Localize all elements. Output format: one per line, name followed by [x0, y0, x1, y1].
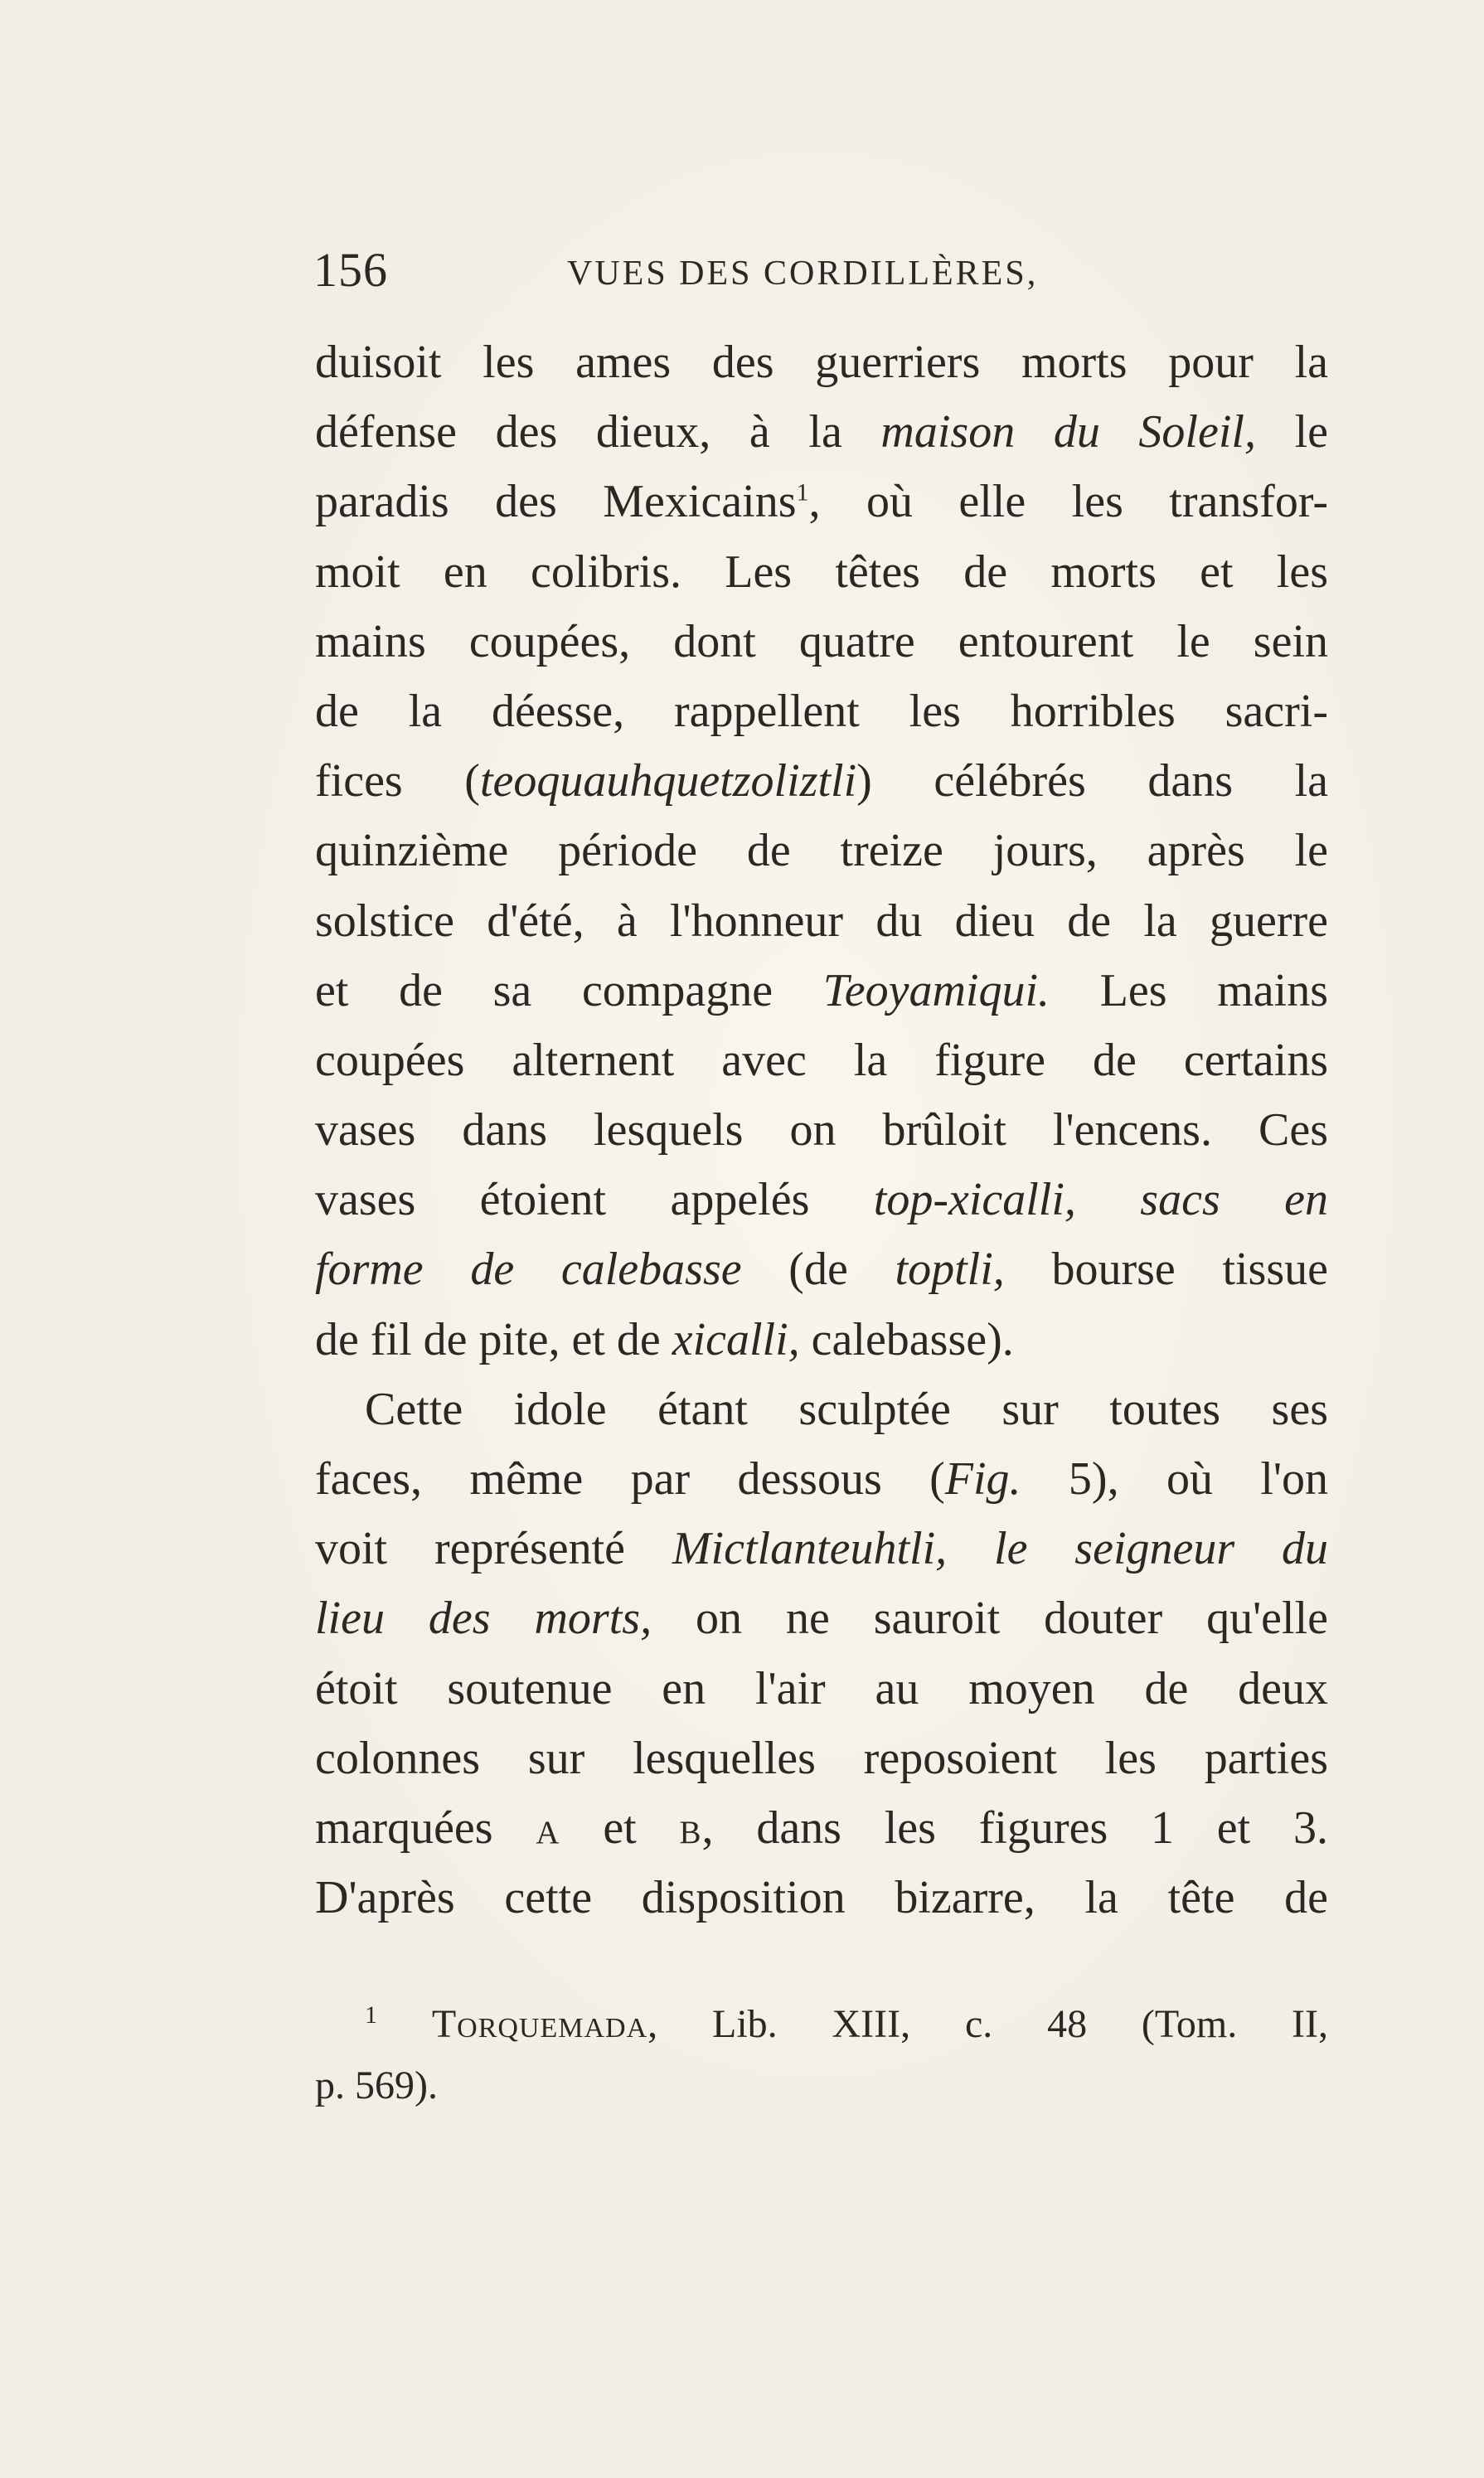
text-line: fices (teoquauhquetzoliztli) célébrés dans la — [315, 755, 1328, 807]
text-line: étoit soutenue en l'air au moyen de deux — [315, 1662, 1328, 1714]
text-line: colonnes sur lesquelles reposoient les parties — [315, 1732, 1328, 1784]
page-header — [313, 242, 1333, 308]
footnote-reference: 1 — [796, 478, 809, 507]
body-text — [315, 327, 1328, 1932]
footnote-line: $^1$ Torquemada, Lib. XIII, c. 48 (Tom. II, — [365, 2001, 1329, 2046]
footnote-marker: 1 — [365, 2001, 377, 2029]
text-line: de fil de pite, et de xicalli, calebasse). — [315, 1313, 1014, 1365]
text-line: vases étoient appelés top-xicalli, sacs en — [315, 1174, 1328, 1226]
text-line: lieu des morts, on ne sauroit douter qu'elle — [315, 1593, 1328, 1645]
text-line: et de sa compagne Teoyamiqui. Les mains — [315, 964, 1329, 1016]
page-number: 156 — [313, 243, 388, 297]
text-line: forme de calebasse (de toptli, bourse tissue — [315, 1244, 1328, 1296]
text-line: mains coupées, dont quatre entourent le sein — [315, 615, 1328, 667]
text-line: de la déesse, rappellent les horribles sacri- — [315, 685, 1328, 737]
text-line: moit en colibris. Les têtes de morts et les — [315, 546, 1328, 598]
text-line: défense des dieux, à la maison du Soleil, le — [315, 406, 1328, 458]
text-line: paradis des Mexicains$^1$, où elle les transfor- — [315, 476, 1328, 528]
text-line: quinzième période de treize jours, après le — [315, 825, 1328, 877]
text-line: faces, même par dessous (Fig. 5), où l'on — [315, 1453, 1329, 1505]
text-line: Cette idole étant sculptée sur toutes ses — [365, 1383, 1328, 1435]
text-line: D'après cette disposition bizarre, la tête de — [315, 1872, 1328, 1924]
text-line: solstice d'été, à l'honneur du dieu de la guerre — [315, 895, 1328, 947]
text-line: voit représenté Mictlanteuhtli, le seigneur du — [315, 1523, 1329, 1575]
running-title: VUES DES CORDILLÈRES, — [567, 255, 1039, 293]
text-line: marquées a et b, dans les figures 1 et 3. — [315, 1802, 1328, 1854]
footnote — [315, 1994, 1328, 2117]
footnote-line: p. 569). — [315, 2063, 438, 2107]
footnote-author: Torquemada — [431, 2002, 648, 2046]
text-line: duisoit les ames des guerriers morts pour la — [315, 337, 1328, 388]
text-line: vases dans lesquels on brûloit l'encens. Ces — [315, 1104, 1328, 1157]
text-line: coupées alternent avec la figure de certains — [315, 1034, 1328, 1086]
